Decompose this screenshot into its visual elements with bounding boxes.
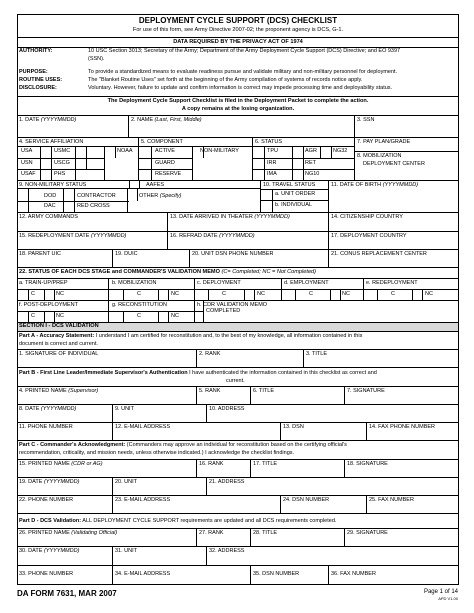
irr-option[interactable]: IRR bbox=[267, 160, 277, 166]
notice-line-1: The Deployment Cycle Support Checklist is filed in the Deployment Packet to complete the action. bbox=[107, 98, 369, 104]
post-deployment-nc[interactable]: NC bbox=[56, 313, 64, 319]
phs-option[interactable]: PHS bbox=[54, 171, 66, 177]
part-a-rank-label: 2. RANK bbox=[199, 351, 221, 357]
supervisor-title-label: 6. TITLE bbox=[253, 388, 274, 394]
ssn-input[interactable] bbox=[357, 125, 456, 135]
supervisor-email-label: 12. E-MAIL ADDRESS bbox=[115, 424, 171, 430]
part-b-text: Part B - First Line Leader/Immediate Supervisor's Authentication I have authenticated the information contained in this checklist as correct and bbox=[19, 370, 377, 376]
guard-option[interactable]: GUARD bbox=[155, 160, 175, 166]
ima-option[interactable]: IMA bbox=[267, 171, 277, 177]
reconstitution-label: g. RECONSTITUTION bbox=[112, 302, 168, 308]
part-d-text: Part D - DCS Validation: ALL DEPLOYMENT CYCLE SUPPORT requirements are updated and all DCS requirements completed. bbox=[19, 518, 337, 524]
ng32-option[interactable]: NG32 bbox=[333, 148, 348, 154]
purpose-text: To provide a standardized means to evaluate readiness pursue and validate military and non-military personnel for deployment. bbox=[88, 69, 398, 75]
reconstitution-c[interactable]: C bbox=[137, 313, 141, 319]
apd-version: APD V1.00 bbox=[438, 596, 458, 601]
commander-email-label: 23. E-MAIL ADDRESS bbox=[115, 497, 171, 503]
individual-option[interactable]: b. INDIVIDUAL bbox=[275, 202, 312, 208]
supervisor-dsn-label: 13. DSN bbox=[283, 424, 304, 430]
disclosure-label: DISCLOSURE: bbox=[19, 85, 57, 91]
commander-dsn-label: 24. DSN NUMBER bbox=[283, 497, 330, 503]
part-a-text: Part A - Accuracy Statement: I understand I am certified for reconstitution and, to the best of my knowledge, all information contained in this bbox=[19, 333, 363, 339]
authority-text: 10 USC Section 3013; Secretary of the Army; Department of the Army Deployment Cycle Support (DCS) Directive; and EO 9397 bbox=[88, 48, 401, 54]
commander-title-label: 17. TITLE bbox=[253, 461, 278, 467]
refrad-date-label: 16. REFRAD DATE (YYYYMMDD) bbox=[170, 233, 255, 239]
privacy-heading: DATA REQUIRED BY THE PRIVACY ACT OF 1974 bbox=[173, 39, 303, 45]
employment-c[interactable]: C bbox=[309, 291, 313, 297]
commander-fax-label: 25. FAX NUMBER bbox=[369, 497, 414, 503]
date-input[interactable] bbox=[19, 125, 126, 135]
agr-option[interactable]: AGR bbox=[305, 148, 317, 154]
supervisor-signature-label: 7. SIGNATURE bbox=[347, 388, 385, 394]
pay-plan-label: 7. PAY PLAN/GRADE bbox=[357, 139, 411, 145]
validating-official-fax-label: 36. FAX NUMBER bbox=[331, 571, 376, 577]
aafes-option[interactable]: AAFES bbox=[146, 182, 165, 188]
mobilization-center-label: 8. MOBILIZATION bbox=[357, 153, 402, 159]
dcs-stage-status-title: 22. STATUS OF EACH DCS STAGE and COMMANDER'S VALIDATION MEMO (C= Completed; NC = Not Completed) bbox=[19, 269, 317, 275]
deployment-stage-label: c. DEPLOYMENT bbox=[197, 280, 241, 286]
validating-official-name-label: 26. PRINTED NAME (Validating Official) bbox=[19, 530, 118, 536]
commander-date-label: 19. DATE (YYYYMMDD) bbox=[19, 479, 80, 485]
name-label: 2. NAME (Last, First, Middle) bbox=[131, 117, 202, 123]
authority-label: AUTHORITY: bbox=[19, 48, 53, 54]
validating-official-rank-label: 27. RANK bbox=[199, 530, 224, 536]
date-arrived-label: 13. DATE ARRIVED IN THEATER (YYYYMMDD) bbox=[170, 214, 290, 220]
post-deployment-c[interactable]: C bbox=[31, 313, 35, 319]
unit-dsn-label: 20. UNIT DSN PHONE NUMBER bbox=[192, 251, 274, 257]
train-up-c[interactable]: C bbox=[31, 291, 35, 297]
status-label: 6. STATUS bbox=[255, 139, 282, 145]
dod-option[interactable]: DOD bbox=[44, 193, 57, 199]
page-number: Page 1 of 14 bbox=[423, 589, 458, 595]
validating-official-unit-label: 31. UNIT bbox=[115, 548, 138, 554]
deployment-country-label: 17. DEPLOYMENT COUNTRY bbox=[331, 233, 407, 239]
non-military-status-label: 9. NON-MILITARY STATUS bbox=[19, 182, 87, 188]
redeployment-nc[interactable]: NC bbox=[425, 291, 433, 297]
purpose-label: PURPOSE: bbox=[19, 69, 48, 75]
active-option[interactable]: ACTIVE bbox=[155, 148, 175, 154]
validating-official-phone-label: 33. PHONE NUMBER bbox=[19, 571, 74, 577]
supervisor-unit-label: 9. UNIT bbox=[115, 406, 134, 412]
notice-line-2: A copy remains at the losing organization. bbox=[181, 106, 295, 112]
part-c-text-2: recommendation, criticality, and mission needs, unless otherwise indicated.) I acknowledge the checklist findings. bbox=[19, 450, 295, 456]
contractor-option[interactable]: CONTRACTOR bbox=[77, 193, 116, 199]
supervisor-fax-label: 14. FAX PHONE NUMBER bbox=[369, 424, 436, 430]
mobilization-center-label-2: DEPLOYMENT CENTER bbox=[363, 161, 425, 167]
supervisor-rank-label: 5. RANK bbox=[199, 388, 221, 394]
red-cross-option[interactable]: RED CROSS bbox=[77, 203, 110, 209]
ssn-label: 3. SSN bbox=[357, 117, 375, 123]
form-subtitle: For use of this form, see Army Directive 2007-02; the proponent agency is DCS, G-1. bbox=[132, 27, 344, 33]
usaf-option[interactable]: USAF bbox=[21, 171, 36, 177]
post-deployment-label: f. POST-DEPLOYMENT bbox=[19, 302, 78, 308]
redeployment-date-label: 15. REDEPLOYMENT DATE (YYYYMMDD) bbox=[19, 233, 127, 239]
other-option[interactable]: OTHER (Specify) bbox=[139, 193, 182, 199]
non-military-option[interactable]: NON-MILITARY bbox=[200, 148, 239, 154]
commander-rank-label: 16. RANK bbox=[199, 461, 224, 467]
individual-signature-label: 1. SIGNATURE OF INDIVIDUAL bbox=[19, 351, 99, 357]
tpu-option[interactable]: TPU bbox=[267, 148, 278, 154]
citizenship-country-label: 14. CITIZENSHIP COUNTRY bbox=[331, 214, 403, 220]
validating-official-title-label: 28. TITLE bbox=[253, 530, 278, 536]
deployment-c[interactable]: C bbox=[222, 291, 226, 297]
parent-uic-label: 18. PARENT UIC bbox=[19, 251, 61, 257]
routine-uses-text: The "Blanket Routine Uses" set forth at the beginning of the Army compilation of systems of records notice apply. bbox=[88, 77, 363, 83]
date-of-birth-label: 11. DATE OF BIRTH (YYYYMMDD) bbox=[331, 182, 419, 188]
army-commands-label: 12. ARMY COMMANDS bbox=[19, 214, 78, 220]
unit-order-option[interactable]: a. UNIT ORDER bbox=[275, 191, 316, 197]
train-up-prep-label: a. TRAIN-UP/PREP bbox=[19, 280, 68, 286]
reserve-option[interactable]: RESERVE bbox=[155, 171, 182, 177]
disclosure-text: Voluntary. However, failure to update and confirm information is correct may impede processing time and deployability status. bbox=[88, 85, 393, 91]
train-up-nc[interactable]: NC bbox=[56, 291, 64, 297]
authority-text-2: (SSN). bbox=[88, 56, 105, 62]
section-i-title: SECTION I - DCS VALIDATION bbox=[19, 323, 99, 329]
commander-address-label: 21. ADDRESS bbox=[209, 479, 245, 485]
routine-uses-label: ROUTINE USES: bbox=[19, 77, 63, 83]
validating-official-date-label: 30. DATE (YYYYMMDD) bbox=[19, 548, 80, 554]
supervisor-name-label: 4. PRINTED NAME (Supervisor) bbox=[19, 388, 99, 394]
validating-official-dsn-label: 35. DSN NUMBER bbox=[253, 571, 300, 577]
validating-official-signature-label: 29. SIGNATURE bbox=[347, 530, 388, 536]
usa-option[interactable]: USA bbox=[21, 148, 33, 154]
conus-replacement-label: 21. CONUS REPLACEMENT CENTER bbox=[331, 251, 427, 257]
employment-stage-label: d. EMPLOYMENT bbox=[284, 280, 329, 286]
part-a-title-label: 3. TITLE bbox=[306, 351, 327, 357]
redeployment-c[interactable]: C bbox=[391, 291, 395, 297]
usn-option[interactable]: USN bbox=[21, 160, 33, 166]
deployment-nc[interactable]: NC bbox=[257, 291, 265, 297]
cdr-validation-completed-label: COMPLETED bbox=[206, 308, 241, 314]
date-label: 1. DATE (YYYYMMDD) bbox=[19, 117, 77, 123]
dac-option[interactable]: DAC bbox=[44, 203, 56, 209]
ret-option[interactable]: RET bbox=[305, 160, 316, 166]
form-number: DA FORM 7631, MAR 2007 bbox=[17, 589, 117, 598]
name-input[interactable] bbox=[131, 125, 352, 135]
mobilization-stage-label: b. MOBILIZATION bbox=[112, 280, 157, 286]
commander-unit-label: 20. UNIT bbox=[115, 479, 138, 485]
usmc-option[interactable]: USMC bbox=[54, 148, 71, 154]
redeployment-stage-label: e. REDEPLOYMENT bbox=[366, 280, 418, 286]
mobilization-nc[interactable]: NC bbox=[171, 291, 179, 297]
mobilization-c[interactable]: C bbox=[137, 291, 141, 297]
supervisor-address-label: 10. ADDRESS bbox=[209, 406, 245, 412]
supervisor-date-label: 8. DATE (YYYYMMDD) bbox=[19, 406, 77, 412]
part-b-text-2: current. bbox=[226, 378, 245, 384]
commander-name-label: 15. PRINTED NAME (CDR or AG) bbox=[19, 461, 103, 467]
validating-official-email-label: 34. E-MAIL ADDRESS bbox=[115, 571, 171, 577]
commander-signature-label: 18. SIGNATURE bbox=[347, 461, 388, 467]
employment-nc[interactable]: NC bbox=[342, 291, 350, 297]
service-affiliation-label: 4. SERVICE AFFILIATION bbox=[19, 139, 84, 145]
noaa-option[interactable]: NOAA bbox=[117, 148, 133, 154]
form-title: DEPLOYMENT CYCLE SUPPORT (DCS) CHECKLIST bbox=[138, 16, 338, 25]
uscg-option[interactable]: USCG bbox=[54, 160, 70, 166]
cdr-validation-memo-label: h. CDR VALIDATION MEMO bbox=[197, 302, 268, 308]
reconstitution-nc[interactable]: NC bbox=[171, 313, 179, 319]
duic-label: 19. DUIC bbox=[115, 251, 138, 257]
component-label: 5. COMPONENT bbox=[141, 139, 183, 145]
validating-official-address-label: 32. ADDRESS bbox=[209, 548, 245, 554]
ng10-option[interactable]: NG10 bbox=[305, 171, 320, 177]
supervisor-phone-label: 11. PHONE NUMBER bbox=[19, 424, 73, 430]
travel-status-label: 10. TRAVEL STATUS bbox=[263, 182, 316, 188]
part-a-text-2: document is correct and current. bbox=[19, 341, 98, 347]
commander-phone-label: 22. PHONE NUMBER bbox=[19, 497, 74, 503]
part-c-text: Part C - Commander's Acknowledgment: (Commanders may approve an individual for reconstitution based on the certifying official's bbox=[19, 442, 347, 448]
